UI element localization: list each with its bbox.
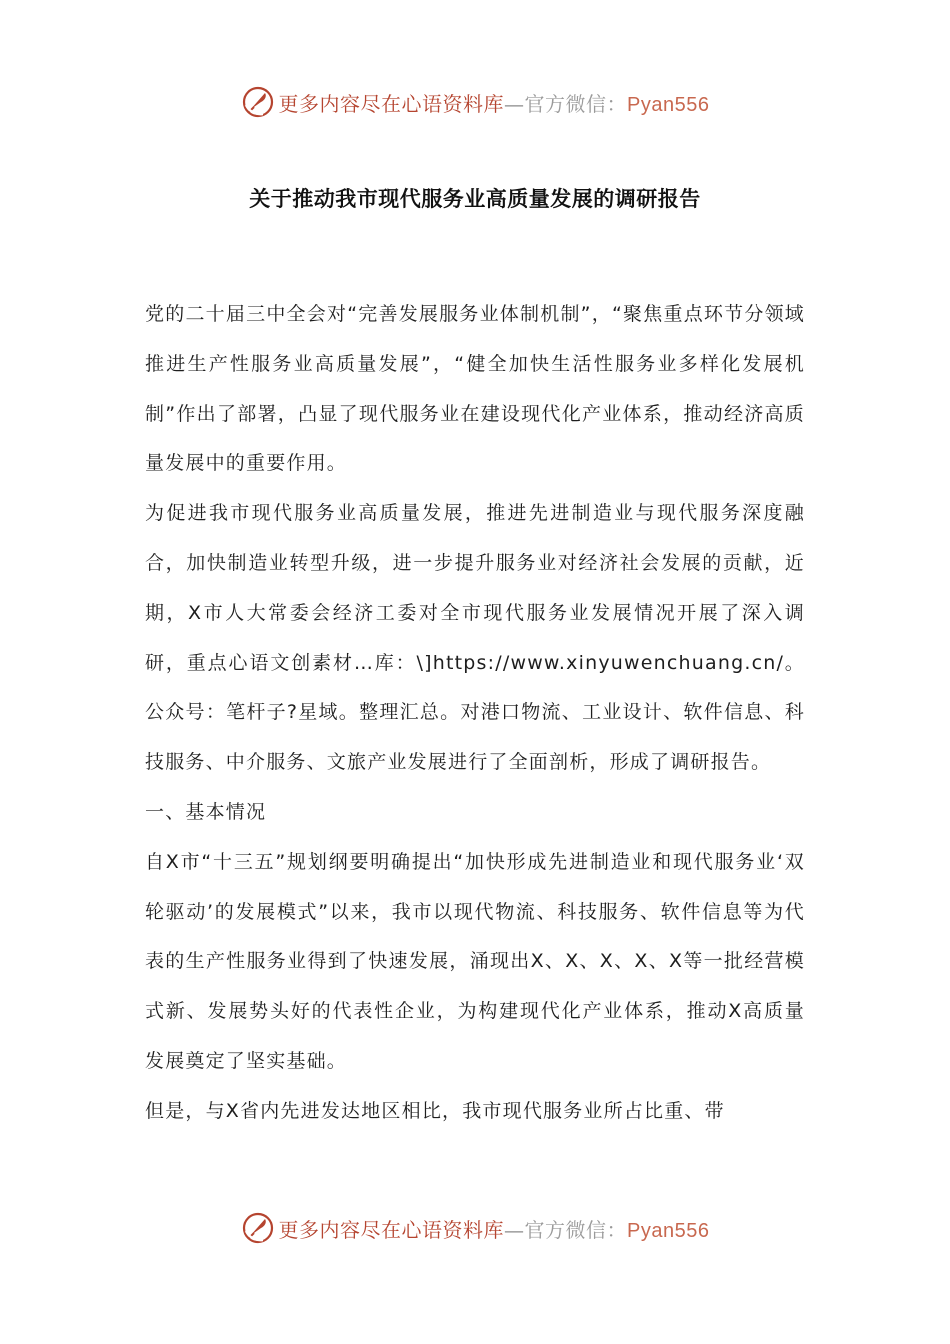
watermark-prefix: 更多内容尽在心语资料库 bbox=[278, 91, 505, 116]
watermark-text bbox=[279, 88, 710, 117]
paragraph-purpose: 为促进我市现代服务业高质量发展，推进先进制造业与现代服务深度融合，加快制造业转型升级，进一步提升服务业对经济社会发展的贡献，近期，X市人大常委会经济工委对全市现代服务业发展情况开展了深入调研，重点心语文创素材…库：\]https://www.xinyuwenchuang.cn/。公众号：笔杆子?星域。整理汇总。对港口物流、工业设计、软件信息、科技服务、中介服务、文旅产业发展进行了全面剖析，形成了调研报告。 bbox=[145, 502, 805, 774]
document-title: 关于推动我市现代服务业高质量发展的调研报告 bbox=[249, 187, 701, 211]
top-watermark-banner bbox=[0, 82, 950, 122]
watermark-wechat-label: 官方微信： bbox=[524, 1217, 628, 1242]
watermark-account: Pyan556 bbox=[627, 1219, 710, 1242]
quill-pen-logo-icon bbox=[241, 85, 275, 119]
paragraph-basic-situation: 自X市“十三五”规划纲要明确提出“加快形成先进制造业和现代服务业‘双轮驱动’的发展模式”以来，我市以现代物流、科技服务、软件信息等为代表的生产性服务业得到了快速发展，涌现出X、X、X、X、X等一批经营模式新、发展势头好的代表性企业，为构建现代化产业体系，推动X高质量发展奠定了坚实基础。 bbox=[145, 850, 805, 1072]
watermark-dash: — bbox=[504, 1217, 525, 1242]
quill-pen-logo-icon bbox=[241, 1211, 275, 1245]
watermark-prefix: 更多内容尽在心语资料库 bbox=[278, 1217, 505, 1242]
document-body bbox=[145, 290, 805, 1137]
watermark-wechat-label: 官方微信： bbox=[524, 91, 628, 116]
bottom-watermark-banner bbox=[0, 1208, 950, 1248]
watermark-text bbox=[279, 1214, 710, 1243]
watermark-dash: — bbox=[504, 91, 525, 116]
paragraph-intro: 党的二十届三中全会对“完善发展服务业体制机制”，“聚焦重点环节分领域推进生产性服务业高质量发展”，“健全加快生活性服务业多样化发展机制”作出了部署，凸显了现代服务业在建设现代化产业体系，推动经济高质量发展中的重要作用。 bbox=[145, 303, 805, 475]
section-heading-basic-situation: 一、基本情况 bbox=[145, 800, 267, 823]
watermark-account: Pyan556 bbox=[627, 93, 710, 116]
paragraph-comparison: 但是，与X省内先进发达地区相比，我市现代服务业所占比重、带 bbox=[145, 1099, 725, 1122]
